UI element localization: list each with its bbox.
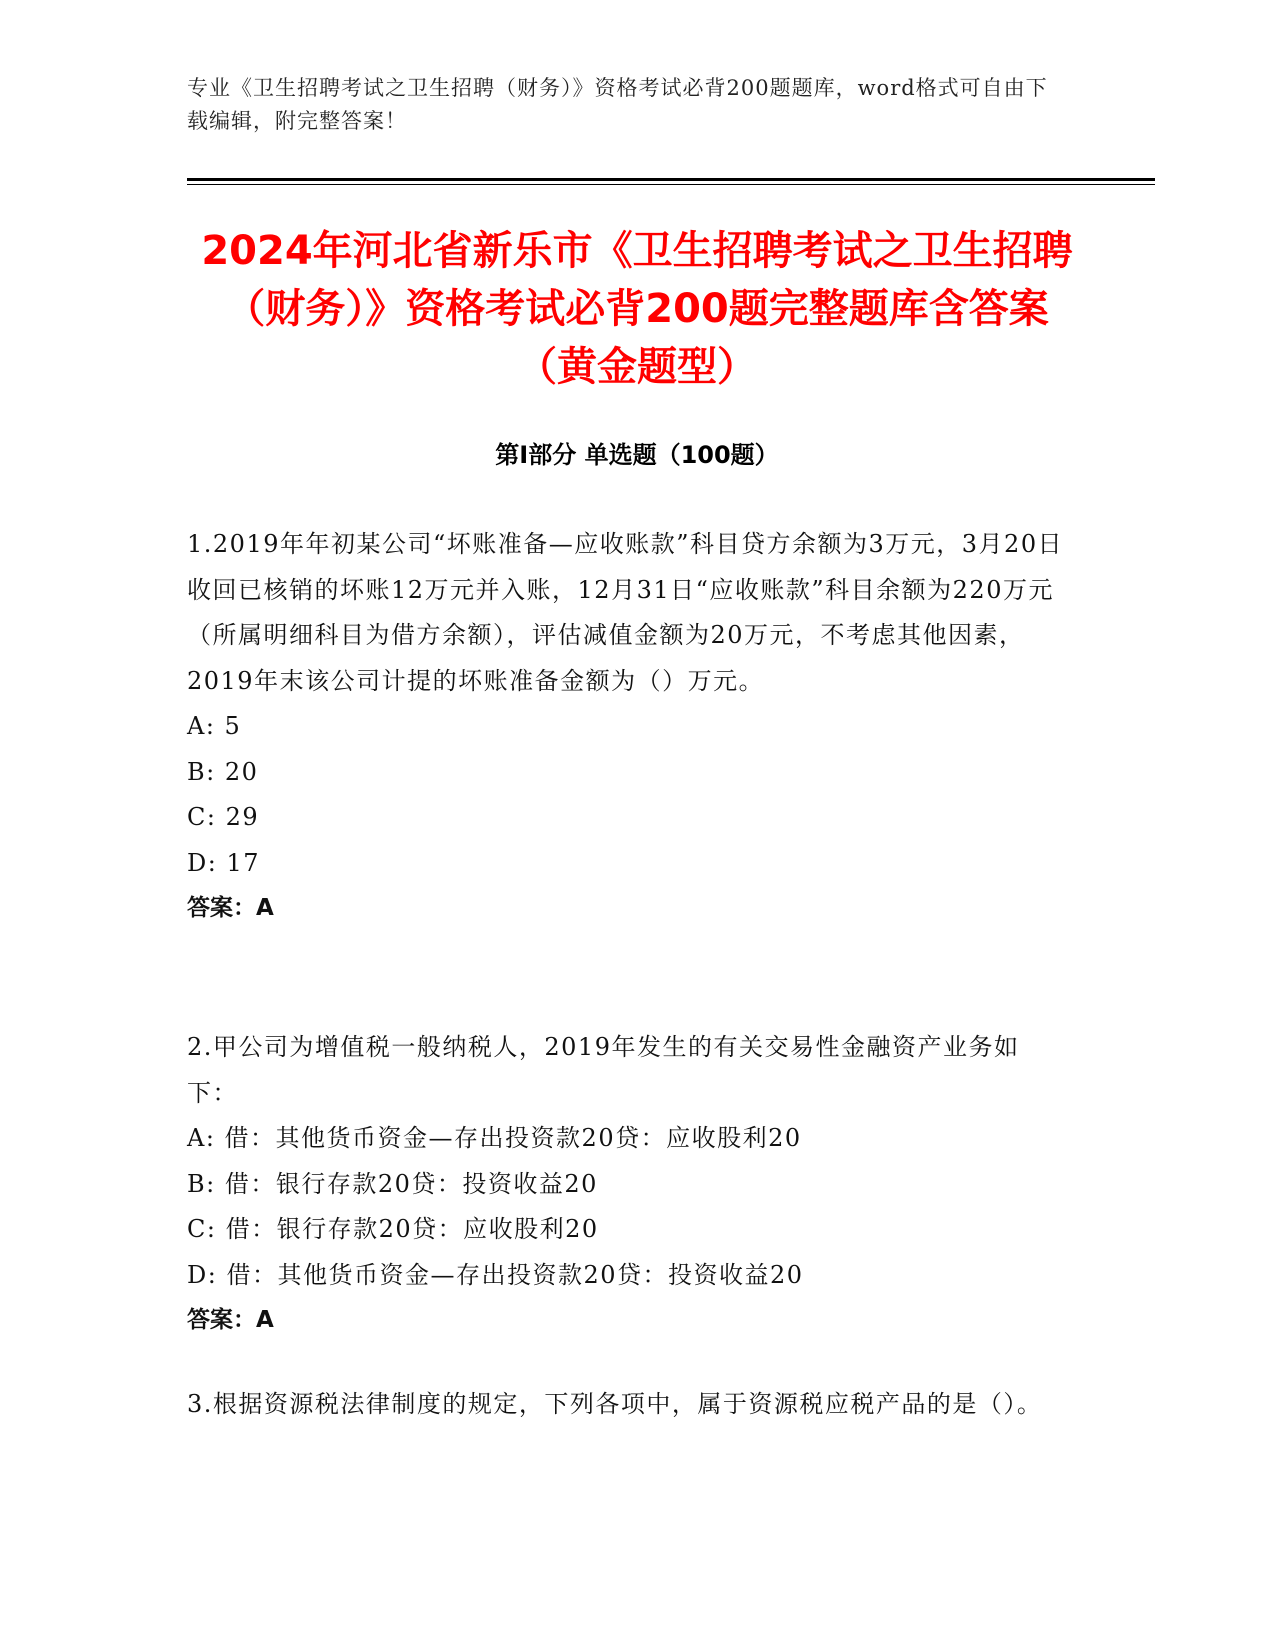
answer-label: 答案：A — [187, 1307, 274, 1333]
option-d: D: 17 — [187, 848, 260, 877]
option-d: D: 借：其他货币资金—存出投资款20贷：投资收益20 — [187, 1260, 804, 1289]
option-a: A: 5 — [187, 712, 242, 740]
question-3 — [187, 1382, 1067, 1428]
question-stem: 3.根据资源税法律制度的规定，下列各项中，属于资源税应税产品的是（）。 — [187, 1390, 1043, 1418]
question-2 — [187, 1025, 1067, 1344]
section-heading: 第I部分 单选题（100题） — [495, 441, 779, 469]
document-title: 2024年河北省新乐市《卫生招聘考试之卫生招聘（财务）》资格考试必背200题完整题库含答案（黄金题型） — [201, 228, 1073, 390]
answer-label: 答案：A — [187, 895, 274, 921]
question-1 — [187, 522, 1067, 932]
question-stem: 1.2019年年初某公司“坏账准备—应收账款”科目贷方余额为3万元，3月20日收回已核销的坏账12万元并入账，12月31日“应收账款”科目余额为220万元（所属明细科目为借方余额），评估减值金额为20万元，不考虑其他因素，2019年末该公司计提的坏账准备金额为（）万元。 — [187, 530, 1064, 695]
option-c: C: 29 — [187, 803, 260, 831]
option-c: C: 借：银行存款20贷：应收股利20 — [187, 1215, 599, 1243]
question-stem: 2.甲公司为增值税一般纳税人，2019年发生的有关交易性金融资产业务如下： — [187, 1033, 1020, 1107]
option-a: A: 借：其他货币资金—存出投资款20贷：应收股利20 — [187, 1124, 802, 1152]
option-b: B: 借：银行存款20贷：投资收益20 — [187, 1169, 598, 1198]
header-divider-thin — [187, 184, 1155, 185]
header-note: 专业《卫生招聘考试之卫生招聘（财务）》资格考试必背200题题库，word格式可自由下载编辑，附完整答案！ — [187, 76, 1048, 133]
option-b: B: 20 — [187, 757, 259, 786]
header-divider-thick — [187, 178, 1155, 181]
